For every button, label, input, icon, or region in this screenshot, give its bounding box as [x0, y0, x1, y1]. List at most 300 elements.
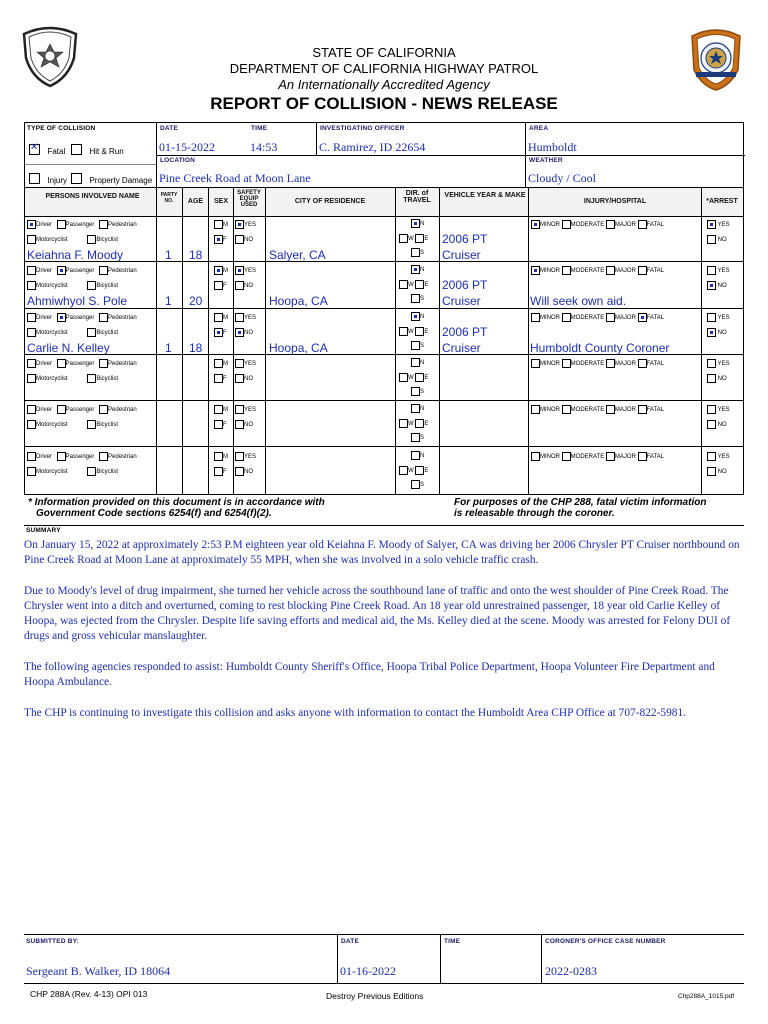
injury-fatal-checkbox[interactable]	[638, 359, 647, 368]
injury-minor-label: MINOR	[540, 268, 560, 275]
passenger-checkbox[interactable]	[57, 405, 66, 414]
party-number: 1	[165, 248, 172, 262]
dir-we-option	[399, 327, 428, 336]
hospital: Will seek own aid.	[530, 294, 627, 309]
injury-fatal-checkbox[interactable]	[638, 313, 647, 322]
dir-e-checkbox[interactable]	[415, 327, 424, 336]
arrest-yes-checkbox[interactable]	[707, 405, 716, 414]
dir-n-checkbox[interactable]	[411, 312, 420, 321]
dir-w-checkbox[interactable]	[399, 419, 408, 428]
sex-m-checkbox[interactable]	[214, 359, 223, 368]
arrest-no-checkbox[interactable]	[707, 467, 716, 476]
injury-minor-checkbox[interactable]	[531, 220, 540, 229]
sex-m-checkbox[interactable]	[214, 452, 223, 461]
bicyclist-label: Bicyclist	[96, 468, 119, 475]
dir-n-checkbox[interactable]	[411, 265, 420, 274]
safety-no-checkbox[interactable]	[235, 328, 244, 337]
vehicle-year: 2006 PT	[442, 278, 488, 293]
dir-s-option	[411, 433, 424, 442]
safety-no-label: NO	[244, 422, 253, 429]
safety-yes-checkbox[interactable]	[235, 405, 244, 414]
pedestrian-label: Pedestrian	[108, 407, 137, 414]
dir-e-checkbox[interactable]	[415, 373, 424, 382]
pedestrian-label: Pedestrian	[108, 314, 137, 321]
arrest-yes-option	[707, 220, 730, 229]
injury-fatal-label: FATAL	[646, 222, 665, 229]
arrest-no-label: NO	[717, 329, 727, 336]
passenger-label: Passenger	[65, 222, 95, 229]
table-row	[25, 216, 743, 262]
injury-minor-label: MINOR	[540, 360, 560, 367]
dir-we-option	[399, 234, 428, 243]
dir-n-label: N	[420, 359, 425, 366]
role-options-2	[27, 420, 118, 429]
safety-no-checkbox[interactable]	[235, 281, 244, 290]
safety-yes-checkbox[interactable]	[235, 359, 244, 368]
safety-no-option	[235, 281, 253, 290]
col-direction: DIR. of TRAVEL	[403, 190, 431, 204]
role-options	[27, 266, 137, 275]
table-row	[25, 401, 743, 447]
submitted-by-label: SUBMITTED BY:	[26, 938, 80, 945]
col-safety-equip: SAFETY EQUIP USED	[237, 190, 261, 208]
dir-s-checkbox[interactable]	[411, 433, 420, 442]
arrest-no-option	[707, 420, 727, 429]
injury-major-checkbox[interactable]	[606, 266, 615, 275]
injury-checkbox[interactable]	[29, 173, 40, 184]
dir-n-checkbox[interactable]	[411, 404, 420, 413]
passenger-checkbox[interactable]	[57, 313, 66, 322]
property-damage-label: Property Damage	[89, 176, 153, 185]
time-label: TIME	[251, 125, 268, 132]
dir-s-label: S	[420, 435, 425, 442]
arrest-no-option	[707, 328, 727, 337]
sex-f-checkbox[interactable]	[214, 281, 223, 290]
driver-checkbox[interactable]	[27, 220, 36, 229]
motorcyclist-checkbox[interactable]	[27, 374, 36, 383]
government-code-note	[28, 497, 325, 519]
safety-no-option	[235, 328, 253, 337]
dir-s-option	[411, 387, 424, 396]
coroner-note	[454, 497, 706, 519]
motorcyclist-checkbox[interactable]	[27, 235, 36, 244]
motorcyclist-checkbox[interactable]	[27, 420, 36, 429]
sex-m-label: M	[223, 360, 228, 367]
safety-no-checkbox[interactable]	[235, 235, 244, 244]
safety-no-option	[235, 420, 253, 429]
arrest-yes-checkbox[interactable]	[707, 266, 716, 275]
safety-no-label: NO	[244, 468, 253, 475]
safety-yes-label: YES	[244, 268, 257, 275]
arrest-no-option	[707, 235, 727, 244]
sex-m-checkbox[interactable]	[214, 220, 223, 229]
safety-yes-checkbox[interactable]	[235, 452, 244, 461]
submission-date: 01-16-2022	[340, 964, 396, 978]
vehicle-year: 2006 PT	[442, 232, 488, 246]
summary-paragraph: Due to Moody's level of drug impairment, she turned her vehicle across the southbound lane of traffic and onto the west shoulder of Pine Creek Road. The Chrysler went into a ditch and overturned, coming to rest blocking Pine Creek Road. An 18 year old unrestrained passenger, 18 year old Carlie Kelley of Hoopa, was ejected from the Chrysler. Despite life saving efforts and medical aid, the Ms. Kelley died at the scene. Moody was arrested for Felony DUI of drugs and gross vehicular manslaughter.	[24, 585, 731, 642]
department-heading: DEPARTMENT OF CALIFORNIA HIGHWAY PATROL	[229, 61, 539, 76]
injury-moderate-checkbox[interactable]	[562, 220, 571, 229]
pedestrian-label: Pedestrian	[108, 268, 137, 275]
person-name: Keiahna F. Moody	[27, 248, 124, 262]
motorcyclist-checkbox[interactable]	[27, 281, 36, 290]
injury-major-checkbox[interactable]	[606, 220, 615, 229]
safety-no-label: NO	[244, 329, 253, 336]
dir-e-checkbox[interactable]	[415, 280, 424, 289]
safety-no-option	[235, 467, 253, 476]
motorcyclist-label: Motorcyclist	[36, 283, 68, 290]
arrest-yes-label: YES	[717, 407, 730, 414]
injury-level-options	[531, 266, 664, 275]
sex-m-label: M	[223, 453, 228, 460]
bicyclist-label: Bicyclist	[96, 375, 119, 382]
injury-major-checkbox[interactable]	[606, 359, 615, 368]
sex-m-label: M	[223, 268, 228, 275]
sex-f-checkbox[interactable]	[214, 467, 223, 476]
agency-tagline: An Internationally Accredited Agency	[278, 77, 490, 92]
sex-f-option	[214, 420, 227, 429]
arrest-yes-checkbox[interactable]	[707, 452, 716, 461]
dir-w-checkbox[interactable]	[399, 280, 408, 289]
dir-n-checkbox[interactable]	[411, 219, 420, 228]
submission-date-label: DATE	[341, 938, 360, 945]
injury-fatal-checkbox[interactable]	[638, 405, 647, 414]
driver-checkbox[interactable]	[27, 359, 36, 368]
dir-e-label: E	[424, 421, 429, 428]
report-title: REPORT OF COLLISION - NEWS RELEASE	[210, 94, 558, 113]
arrest-no-checkbox[interactable]	[707, 374, 716, 383]
safety-no-checkbox[interactable]	[235, 420, 244, 429]
role-options	[27, 220, 137, 229]
arrest-yes-checkbox[interactable]	[707, 359, 716, 368]
sex-f-checkbox[interactable]	[214, 235, 223, 244]
dir-we-option	[399, 280, 428, 289]
motorcyclist-label: Motorcyclist	[36, 422, 68, 429]
dir-n-label: N	[420, 221, 425, 228]
col-city: CITY OF RESIDENCE	[294, 198, 366, 205]
dir-w-checkbox[interactable]	[399, 466, 408, 475]
arrest-yes-checkbox[interactable]	[707, 220, 716, 229]
dir-s-checkbox[interactable]	[411, 341, 420, 350]
dir-w-checkbox[interactable]	[399, 373, 408, 382]
pedestrian-label: Pedestrian	[108, 222, 137, 229]
dir-e-checkbox[interactable]	[415, 419, 424, 428]
sex-f-label: F	[223, 283, 227, 290]
dir-w-checkbox[interactable]	[399, 234, 408, 243]
safety-no-label: NO	[244, 375, 253, 382]
sex-f-option	[214, 328, 227, 337]
safety-no-label: NO	[244, 237, 253, 244]
dir-w-checkbox[interactable]	[399, 327, 408, 336]
sex-m-option	[214, 452, 228, 461]
sex-f-option	[214, 235, 227, 244]
dir-e-label: E	[424, 374, 429, 381]
injury-minor-checkbox[interactable]	[531, 266, 540, 275]
summary-label: SUMMARY	[26, 527, 61, 534]
safety-yes-checkbox[interactable]	[235, 313, 244, 322]
party-number: 1	[165, 294, 172, 309]
injury-fatal-label: FATAL	[646, 407, 665, 414]
hit-run-checkbox[interactable]	[71, 144, 82, 155]
motorcyclist-label: Motorcyclist	[36, 329, 68, 336]
injury-major-label: MAJOR	[614, 453, 636, 460]
dir-w-label: W	[408, 467, 414, 474]
person-age: 18	[189, 248, 203, 262]
safety-yes-checkbox[interactable]	[235, 266, 244, 275]
injury-minor-checkbox[interactable]	[531, 405, 540, 414]
injury-fatal-checkbox[interactable]	[638, 220, 647, 229]
injury-moderate-checkbox[interactable]	[562, 266, 571, 275]
injury-fatal-label: FATAL	[646, 453, 665, 460]
passenger-label: Passenger	[65, 453, 95, 460]
injury-minor-checkbox[interactable]	[531, 452, 540, 461]
summary-paragraph: On January 15, 2022 at approximately 2:53 P.M eighteen year old Keiahna F. Moody of Salyer, CA was driving her 2006 Chrysler PT Cruiser northbound on Pine Creek Road at Moon Lane at approximately 55 MPH, when she was involved in a solo vehicle traffic crash.	[24, 539, 740, 566]
arrest-no-checkbox[interactable]	[707, 235, 716, 244]
driver-label: Driver	[36, 407, 52, 414]
passenger-checkbox[interactable]	[57, 220, 66, 229]
fatal-option[interactable]	[29, 141, 65, 159]
driver-label: Driver	[36, 268, 52, 275]
driver-checkbox[interactable]	[27, 313, 36, 322]
injury-level-options	[531, 405, 664, 414]
pedestrian-checkbox[interactable]	[99, 405, 108, 414]
safety-yes-option	[235, 313, 256, 322]
arrest-yes-option	[707, 313, 730, 322]
driver-label: Driver	[36, 314, 52, 321]
dir-w-label: W	[408, 374, 414, 381]
pedestrian-label: Pedestrian	[108, 453, 137, 460]
passenger-checkbox[interactable]	[57, 452, 66, 461]
collision-location: Pine Creek Road at Moon Lane	[159, 171, 311, 185]
property-damage-option[interactable]	[71, 170, 152, 188]
motorcyclist-label: Motorcyclist	[36, 237, 68, 244]
dir-s-checkbox[interactable]	[411, 480, 420, 489]
injury-moderate-checkbox[interactable]	[562, 313, 571, 322]
sex-f-checkbox[interactable]	[214, 374, 223, 383]
collision-area: Humboldt	[528, 140, 577, 154]
sex-m-checkbox[interactable]	[214, 266, 223, 275]
bicyclist-label: Bicyclist	[96, 283, 119, 290]
submission-block	[24, 934, 744, 984]
sex-m-label: M	[223, 222, 228, 229]
safety-no-checkbox[interactable]	[235, 374, 244, 383]
location-label: LOCATION	[160, 157, 196, 164]
dir-we-option	[399, 373, 428, 382]
injury-minor-label: MINOR	[540, 314, 560, 321]
dir-s-option	[411, 248, 424, 257]
arrest-yes-label: YES	[717, 360, 730, 367]
city-of-residence: Hoopa, CA	[269, 340, 328, 355]
pedestrian-checkbox[interactable]	[99, 359, 108, 368]
property-damage-checkbox[interactable]	[71, 173, 82, 184]
safety-no-checkbox[interactable]	[235, 467, 244, 476]
dir-w-label: W	[408, 421, 414, 428]
arrest-yes-checkbox[interactable]	[707, 313, 716, 322]
bicyclist-label: Bicyclist	[96, 329, 119, 336]
injury-major-checkbox[interactable]	[606, 313, 615, 322]
driver-checkbox[interactable]	[27, 452, 36, 461]
pedestrian-checkbox[interactable]	[99, 266, 108, 275]
pedestrian-checkbox[interactable]	[99, 220, 108, 229]
party-number: 1	[165, 340, 172, 355]
sex-f-label: F	[223, 468, 227, 475]
submission-time-label: TIME	[444, 938, 461, 945]
injury-moderate-checkbox[interactable]	[562, 405, 571, 414]
injury-option[interactable]	[29, 170, 67, 188]
pdf-file-name: Chp288A_1015.pdf	[678, 993, 735, 1000]
dir-n-option	[411, 219, 424, 228]
driver-checkbox[interactable]	[27, 405, 36, 414]
table-row	[25, 355, 743, 401]
arrest-no-label: NO	[717, 237, 727, 244]
dir-s-checkbox[interactable]	[411, 387, 420, 396]
arrest-yes-option	[707, 266, 730, 275]
driver-label: Driver	[36, 453, 52, 460]
passenger-checkbox[interactable]	[57, 266, 66, 275]
dir-n-label: N	[420, 452, 425, 459]
dir-e-label: E	[424, 328, 429, 335]
person-age: 18	[189, 340, 203, 355]
collision-weather: Cloudy / Cool	[528, 171, 597, 185]
sex-m-option	[214, 313, 228, 322]
injury-fatal-checkbox[interactable]	[638, 266, 647, 275]
passenger-checkbox[interactable]	[57, 359, 66, 368]
col-persons-name: PERSONS INVOLVED NAME	[45, 193, 140, 200]
injury-major-label: MAJOR	[614, 407, 636, 414]
arrest-yes-label: YES	[717, 314, 730, 321]
arrest-yes-option	[707, 405, 730, 414]
injury-label: Injury	[47, 176, 68, 185]
pedestrian-checkbox[interactable]	[99, 452, 108, 461]
hit-run-option[interactable]	[71, 141, 124, 159]
bicyclist-checkbox[interactable]	[87, 328, 96, 337]
motorcyclist-label: Motorcyclist	[36, 375, 68, 382]
safety-yes-option	[235, 220, 256, 229]
injury-minor-checkbox[interactable]	[531, 313, 540, 322]
injury-level-options	[531, 359, 664, 368]
injury-minor-label: MINOR	[540, 407, 560, 414]
safety-yes-option	[235, 452, 256, 461]
vehicle-make: Cruiser	[442, 294, 481, 309]
safety-yes-checkbox[interactable]	[235, 220, 244, 229]
date-label: DATE	[160, 125, 179, 132]
arrest-no-label: NO	[717, 468, 727, 475]
dir-e-checkbox[interactable]	[415, 466, 424, 475]
role-options-2	[27, 235, 118, 244]
dir-s-checkbox[interactable]	[411, 294, 420, 303]
bicyclist-checkbox[interactable]	[87, 281, 96, 290]
sex-f-checkbox[interactable]	[214, 420, 223, 429]
dir-n-option	[411, 404, 424, 413]
injury-minor-checkbox[interactable]	[531, 359, 540, 368]
passenger-label: Passenger	[65, 407, 95, 414]
col-party-no: PARTY NO.	[160, 192, 178, 204]
collision-time: 14:53	[250, 140, 278, 154]
injury-moderate-checkbox[interactable]	[562, 452, 571, 461]
driver-label: Driver	[36, 222, 52, 229]
injury-moderate-checkbox[interactable]	[562, 359, 571, 368]
fatal-checkbox[interactable]	[29, 144, 40, 155]
arrest-no-checkbox[interactable]	[707, 420, 716, 429]
passenger-label: Passenger	[65, 268, 95, 275]
persons-table	[24, 187, 744, 495]
motorcyclist-checkbox[interactable]	[27, 467, 36, 476]
dir-n-option	[411, 265, 424, 274]
arrest-yes-option	[707, 359, 730, 368]
person-name: Ahmiwhyol S. Pole	[27, 294, 128, 309]
hit-run-label: Hit & Run	[89, 147, 124, 156]
arrest-no-checkbox[interactable]	[707, 328, 716, 337]
injury-major-checkbox[interactable]	[606, 405, 615, 414]
type-of-collision-label: TYPE OF COLLISION	[27, 125, 96, 132]
safety-yes-option	[235, 405, 256, 414]
summary-paragraph: The CHP is continuing to investigate this collision and asks anyone with information to contact the Humboldt Area CHP Office at 707-822-5981.	[24, 707, 687, 719]
injury-moderate-label: MODERATE	[570, 314, 605, 321]
vehicle-make: Cruiser	[442, 248, 481, 262]
collision-info-grid	[24, 122, 744, 187]
dir-we-option	[399, 466, 428, 475]
bicyclist-checkbox[interactable]	[87, 467, 96, 476]
dir-s-option	[411, 480, 424, 489]
investigating-officer: C. Ramirez, ID 22654	[319, 140, 426, 154]
injury-major-label: MAJOR	[614, 222, 636, 229]
bicyclist-checkbox[interactable]	[87, 235, 96, 244]
dir-e-label: E	[424, 467, 429, 474]
vehicle-year: 2006 PT	[442, 324, 488, 339]
arrest-no-option	[707, 467, 727, 476]
sex-m-option	[214, 405, 228, 414]
motorcyclist-checkbox[interactable]	[27, 328, 36, 337]
pedestrian-checkbox[interactable]	[99, 313, 108, 322]
sex-m-checkbox[interactable]	[214, 405, 223, 414]
safety-yes-label: YES	[244, 222, 257, 229]
government-code-note-line1: * Information provided on this document is in accordance with	[28, 497, 325, 508]
sex-f-checkbox[interactable]	[214, 328, 223, 337]
bicyclist-checkbox[interactable]	[87, 374, 96, 383]
injury-fatal-checkbox[interactable]	[638, 452, 647, 461]
arrest-yes-label: YES	[717, 453, 730, 460]
sex-f-label: F	[223, 237, 227, 244]
sex-m-checkbox[interactable]	[214, 313, 223, 322]
dir-n-checkbox[interactable]	[411, 451, 420, 460]
safety-yes-label: YES	[244, 360, 257, 367]
dir-e-checkbox[interactable]	[415, 234, 424, 243]
role-options	[27, 359, 137, 368]
bicyclist-checkbox[interactable]	[87, 420, 96, 429]
pedestrian-label: Pedestrian	[108, 360, 137, 367]
sex-m-label: M	[223, 314, 228, 321]
dir-n-option	[411, 312, 424, 321]
role-options	[27, 452, 137, 461]
bicyclist-label: Bicyclist	[96, 237, 119, 244]
dir-n-checkbox[interactable]	[411, 358, 420, 367]
injury-moderate-label: MODERATE	[570, 268, 605, 275]
bicyclist-label: Bicyclist	[96, 422, 119, 429]
dir-n-label: N	[420, 313, 425, 320]
role-options-2	[27, 467, 118, 476]
sex-m-label: M	[223, 407, 228, 414]
driver-checkbox[interactable]	[27, 266, 36, 275]
injury-major-checkbox[interactable]	[606, 452, 615, 461]
arrest-no-checkbox[interactable]	[707, 281, 716, 290]
dir-n-option	[411, 451, 424, 460]
safety-yes-option	[235, 359, 256, 368]
dir-n-option	[411, 358, 424, 367]
dir-s-option	[411, 294, 424, 303]
dir-s-option	[411, 341, 424, 350]
injury-minor-label: MINOR	[540, 453, 560, 460]
dir-s-checkbox[interactable]	[411, 248, 420, 257]
